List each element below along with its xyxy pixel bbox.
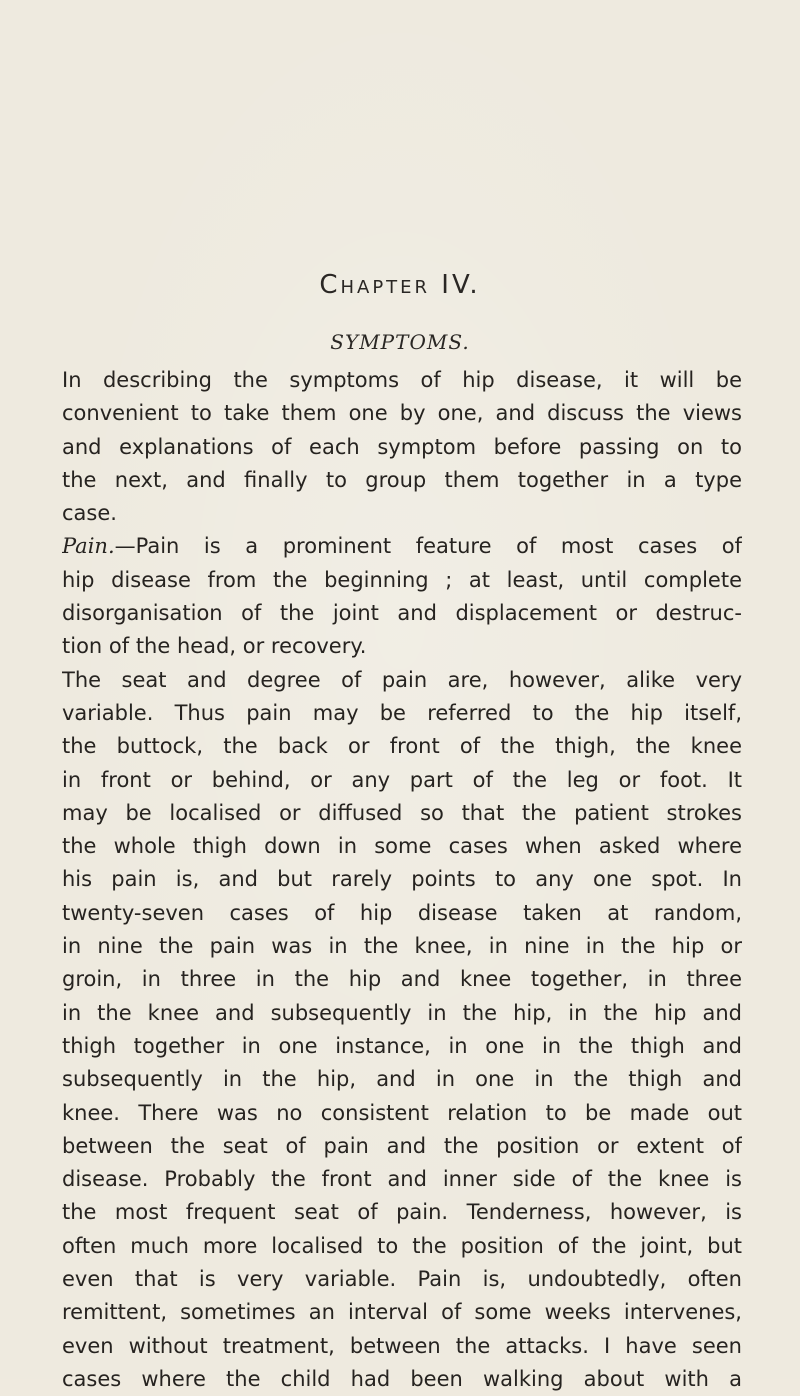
text-line: may be localised or diffused so that the patient strokes (62, 800, 742, 825)
text-line: variable. Thus pain may be referred to the hip itself, (62, 700, 742, 725)
text-line: even without treatment, between the attacks. I have seen (62, 1333, 742, 1358)
text-line: often much more localised to the position of the joint, but (62, 1233, 742, 1258)
text-line: remittent, sometimes an interval of some weeks intervenes, (62, 1300, 742, 1325)
text-line: between the seat of pain and the position or extent of (62, 1133, 742, 1158)
text-line: in the knee and subsequently in the hip, in the hip and (62, 1000, 742, 1025)
text-line: the next, and finally to group them together in a type (62, 467, 742, 492)
text-line: knee. There was no consistent relation to be made out (62, 1100, 742, 1125)
text-line: the most frequent seat of pain. Tenderness, however, is (62, 1200, 742, 1225)
subheading-pain: Pain. (62, 534, 115, 559)
text-line: in nine the pain was in the knee, in nine in the hip or (62, 934, 742, 959)
text-line: subsequently in the hip, and in one in the thigh and (62, 1067, 742, 1092)
text-line: his pain is, and but rarely points to any one spot. In (62, 867, 742, 892)
text-line: convenient to take them one by one, and discuss the views (62, 401, 742, 426)
text-line: the whole thigh down in some cases when asked where (62, 834, 742, 859)
text-line: and explanations of each symptom before passing on to (62, 434, 742, 459)
text-line: thigh together in one instance, in one in the thigh and (62, 1033, 742, 1058)
text-line: even that is very variable. Pain is, undoubtedly, often (62, 1267, 742, 1292)
text-line (62, 530, 742, 563)
chapter-heading: Chapter IV. (319, 270, 481, 300)
text-line: disease. Probably the front and inner side of the knee is (62, 1167, 742, 1192)
text-line: the buttock, the back or front of the thigh, the knee (62, 734, 742, 759)
text-line: case. (62, 501, 117, 526)
text-line: twenty-seven cases of hip disease taken at random, (62, 900, 742, 925)
text-line: cases where the child had been walking about with a (62, 1366, 742, 1391)
text-line: hip disease from the beginning ; at least, until complete (62, 567, 742, 592)
body-text (62, 364, 742, 1396)
text-line: in front or behind, or any part of the leg or foot. It (62, 767, 742, 792)
text-line: The seat and degree of pain are, however, alike very (62, 667, 742, 692)
text-line-rest: —Pain is a prominent feature of most cases of (114, 534, 742, 559)
text-line: groin, in three in the hip and knee together, in three (62, 967, 742, 992)
text-line: tion of the head, or recovery. (62, 634, 367, 659)
text-line: In describing the symptoms of hip disease, it will be (62, 368, 742, 392)
section-title: SYMPTOMS. (330, 330, 470, 354)
text-line: disorganisation of the joint and displacement or destruc- (62, 601, 742, 626)
